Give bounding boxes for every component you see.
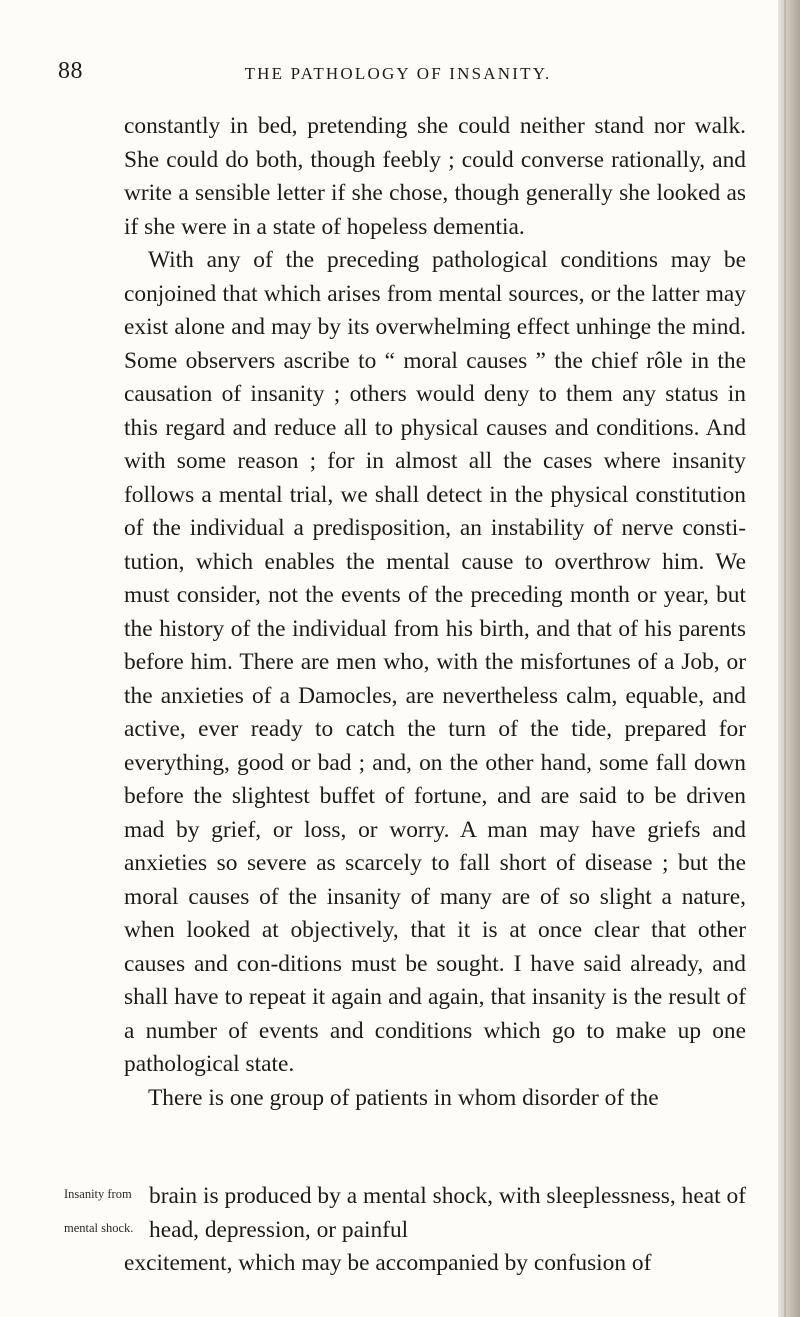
paragraph-continued: constantly in bed, pretending she could neither stand nor walk. She could do both, though feebly ; could converse rationally, and write a sensible letter if she chose, though generally she looked as if she were in a state of hopeless dementia.: [124, 113, 746, 240]
running-head: THE PATHOLOGY OF INSANITY.: [244, 64, 552, 83]
page-number: 88: [58, 58, 83, 84]
page-header: [58, 58, 738, 98]
paragraph-mental-shock-start: There is one group of patients in whom disorder of the: [148, 1084, 659, 1111]
margin-note: Insanity from mental shock.: [64, 1187, 134, 1235]
paragraph-moral-causes: With any of the preceding pathological conditions may be conjoined that which arises from mental sources, or the latter may exist alone and may by its overwhelming effect unhinge the mind. Some observers ascribe to “ moral causes ” the chief rôle in the causation of insanity ; others would deny to them any status in this regard and reduce all to physical causes and conditions. And with some reason ; for in almost all the cases where insanity follows a mental trial, we shall detect in the physical constitution of the individual a predisposition, an instability of nerve consti-tution, which enables the mental cause to overthrow him. We must consider, not the events of the preceding month or year, but the history of the individual from his birth, and that of his parents before him. There are men who, with the misfortunes of a Job, or the anxieties of a Damocles, are nevertheless calm, equable, and active, ever ready to catch the turn of the tide, prepared for everything, good or bad ; and, on the other hand, some fall down before the slightest buffet of fortune, and are said to be driven mad by grief, or loss, or worry. A man may have griefs and anxieties so severe as scarcely to fall short of disease ; but the moral causes of the insanity of many are of so slight a nature, when looked at objectively, that it is at once clear that other causes and con-ditions must be sought. I have said already, and shall have to repeat it again and again, that insanity is the result of a number of events and conditions which go to make up one pathological state.: [124, 247, 746, 1077]
paragraph-mental-shock-last-line: excitement, which may be accompanied by confusion of: [124, 1250, 652, 1276]
body-text: [124, 110, 746, 1115]
page-edge: [778, 0, 800, 1317]
paragraph-mental-shock-lines: brain is produced by a mental shock, with sleeplessness, heat of head, depression, or painful: [149, 1183, 746, 1243]
